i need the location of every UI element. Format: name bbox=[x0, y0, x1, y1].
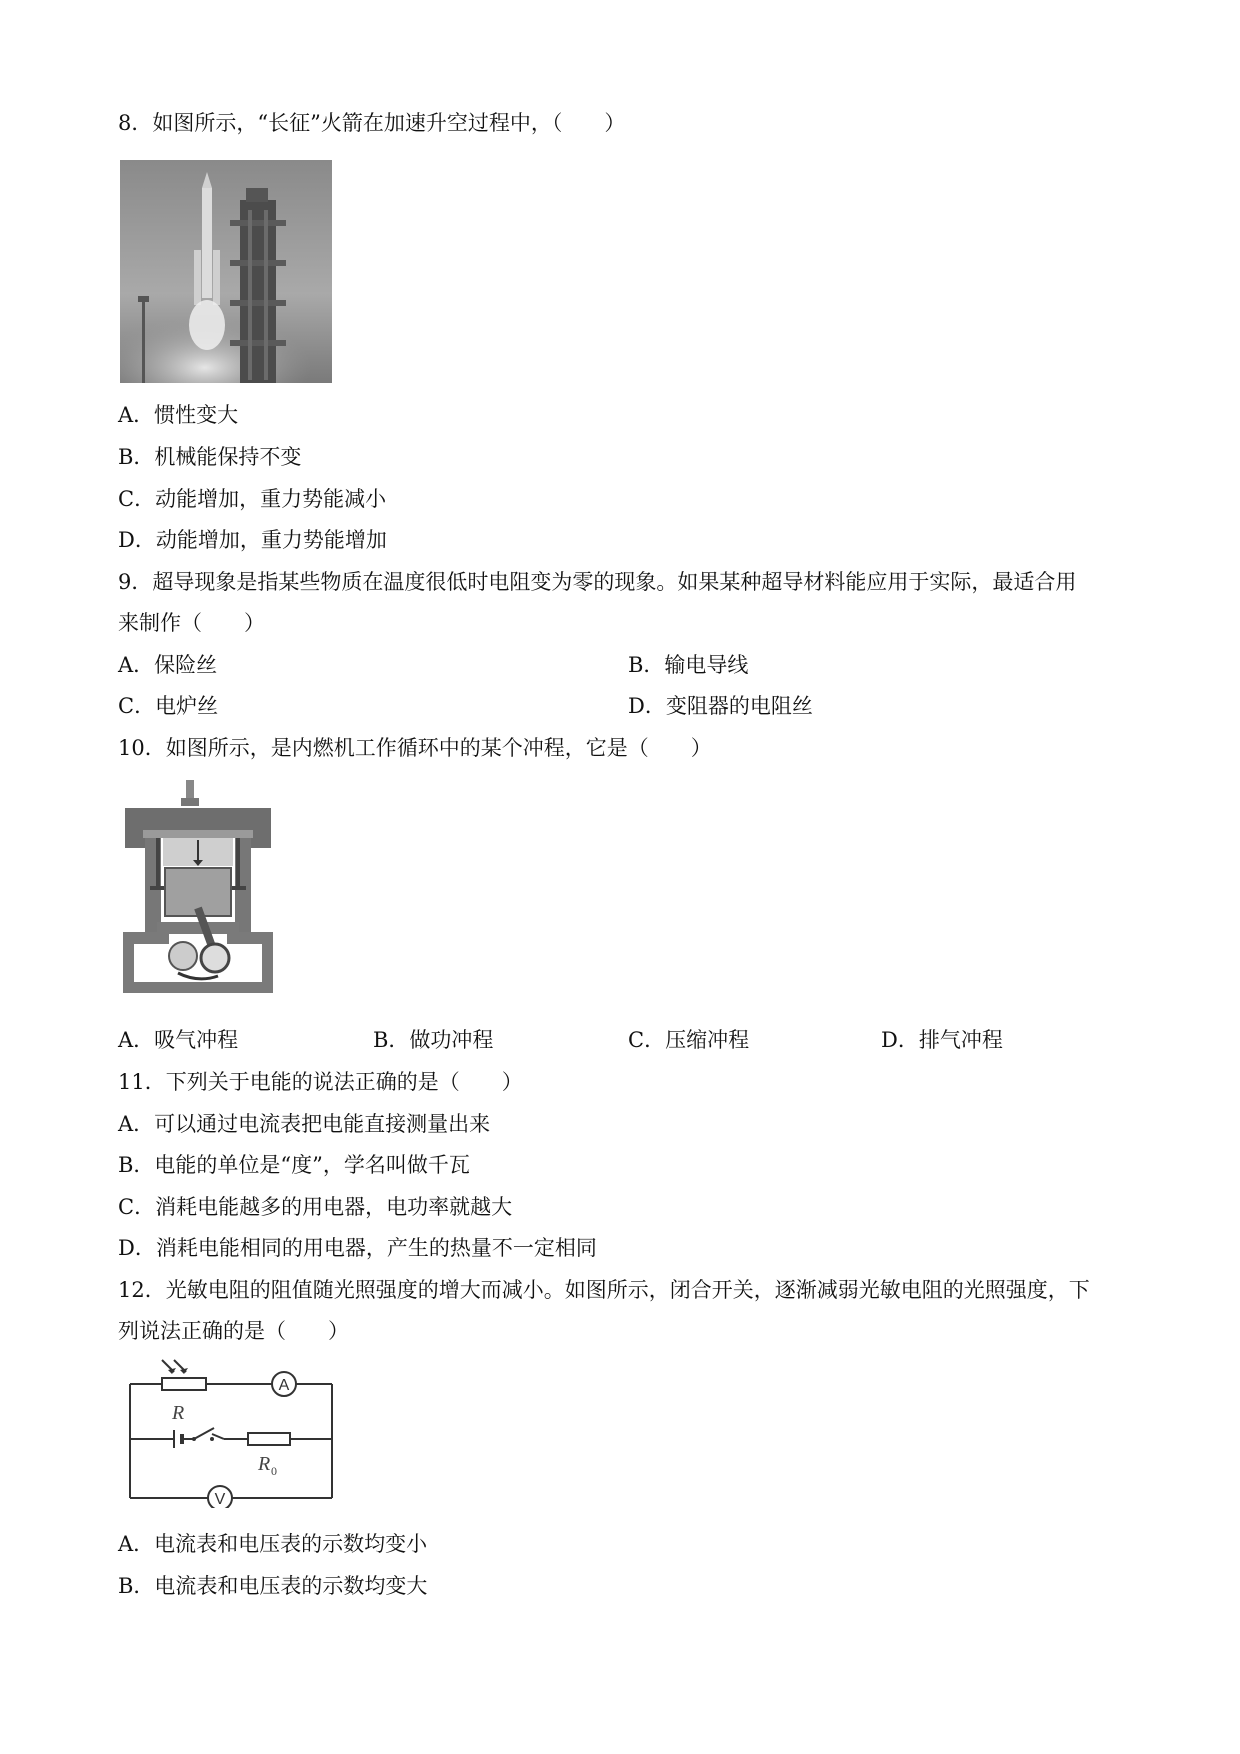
photoresistor bbox=[162, 1378, 206, 1390]
q11-option-b: B．电能的单位是“度”，学名叫做千瓦 bbox=[118, 1153, 470, 1177]
q12-stem-line1: 12．光敏电阻的阻值随光照强度的增大而减小。如图所示，闭合开关，逐渐减弱光敏电阻的光照强度，下 bbox=[118, 1278, 1090, 1302]
resistor-r0-subscript: 0 bbox=[271, 1464, 277, 1478]
q12-stem-line2: 列说法正确的是（ ） bbox=[118, 1319, 349, 1343]
resistor-r0 bbox=[248, 1433, 290, 1445]
q11-option-c: C．消耗电能越多的用电器，电功率就越大 bbox=[118, 1195, 513, 1219]
q8-stem: 8．如图所示，“长征”火箭在加速升空过程中，（ ） bbox=[118, 111, 626, 135]
q10-stem: 10．如图所示，是内燃机工作循环中的某个冲程，它是（ ） bbox=[118, 736, 712, 760]
q9-option-a: A．保险丝 bbox=[118, 653, 218, 677]
q8-option-d: D．动能增加，重力势能增加 bbox=[118, 528, 387, 552]
q9-option-c: C．电炉丝 bbox=[118, 694, 219, 718]
q9-option-d: D．变阻器的电阻丝 bbox=[628, 694, 813, 718]
q11-option-a: A．可以通过电流表把电能直接测量出来 bbox=[118, 1112, 491, 1136]
q11-option-d: D．消耗电能相同的用电器，产生的热量不一定相同 bbox=[118, 1236, 597, 1260]
q8-option-a: A．惯性变大 bbox=[118, 403, 239, 427]
q12-option-a: A．电流表和电压表的示数均变小 bbox=[118, 1532, 428, 1556]
q10-option-a: A．吸气冲程 bbox=[118, 1028, 239, 1052]
circuit-diagram bbox=[124, 1356, 336, 1508]
q12-option-b: B．电流表和电压表的示数均变大 bbox=[118, 1574, 428, 1598]
q10-option-d: D．排气冲程 bbox=[881, 1028, 1003, 1052]
voltmeter-symbol: V bbox=[214, 1491, 226, 1508]
q8-option-c: C．动能增加，重力势能减小 bbox=[118, 487, 387, 511]
q9-stem-line2: 来制作（ ） bbox=[118, 611, 265, 635]
resistor-r-label: R bbox=[172, 1402, 185, 1424]
engine-stroke-diagram bbox=[123, 778, 273, 993]
ammeter-symbol: A bbox=[278, 1377, 290, 1394]
q9-stem-line1: 9．超导现象是指某些物质在温度很低时电阻变为零的现象。如果某种超导材料能应用于实际，最适合用 bbox=[118, 570, 1077, 594]
q11-stem: 11．下列关于电能的说法正确的是（ ） bbox=[118, 1070, 523, 1094]
light-arrows-icon bbox=[162, 1360, 188, 1374]
q10-option-c: C．压缩冲程 bbox=[628, 1028, 750, 1052]
resistor-r0-label: R bbox=[258, 1453, 271, 1475]
rocket-launch-image bbox=[120, 160, 332, 383]
q10-option-b: B．做功冲程 bbox=[373, 1028, 494, 1052]
q8-option-b: B．机械能保持不变 bbox=[118, 445, 302, 469]
q9-option-b: B．输电导线 bbox=[628, 653, 749, 677]
